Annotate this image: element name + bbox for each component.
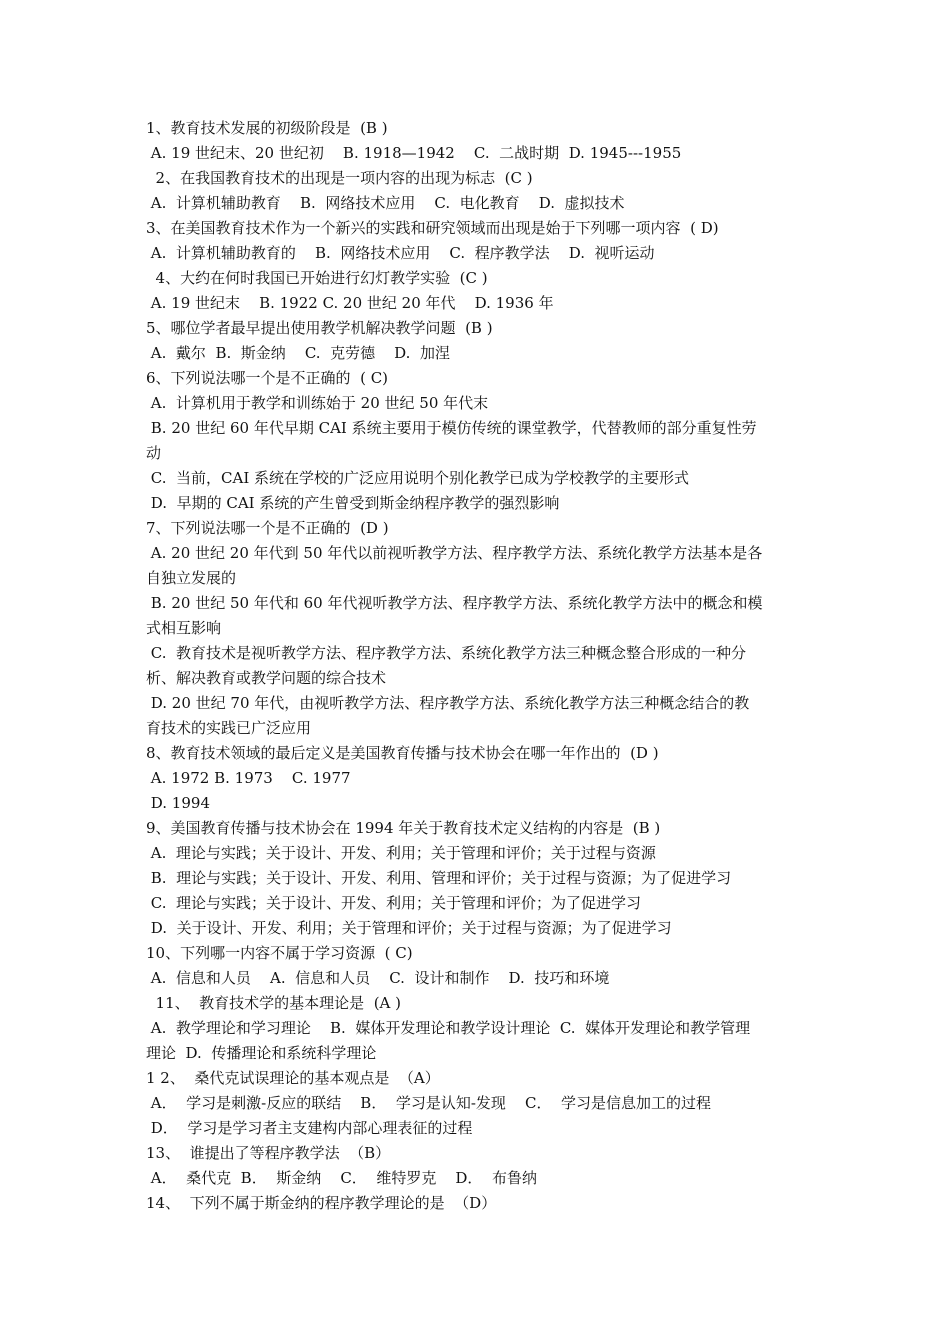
text-line: 5、哪位学者最早提出使用教学机解决教学问题 (B ) [146, 319, 493, 337]
text-line: 9、美国教育传播与技术协会在 1994 年关于教育技术定义结构的内容是 (B ) [146, 819, 661, 837]
text-line: C. 当前，CAI 系统在学校的广泛应用说明个别化教学已成为学校教学的主要形式 [146, 469, 690, 487]
text-line: 式相互影响 [146, 619, 222, 637]
text-line: 1、教育技术发展的初级阶段是 (B ) [146, 119, 388, 137]
text-line: A. 计算机辅助教育 B. 网络技术应用 C. 电化教育 D. 虚拟技术 [146, 194, 625, 212]
text-line: A. 戴尔 B. 斯金纳 C. 克劳德 D. 加涅 [146, 344, 450, 362]
text-line: A. 20 世纪 20 年代到 50 年代以前视听教学方法、程序教学方法、系统化教学方法基本是各 [146, 544, 763, 562]
text-line: 1 2、 桑代克试误理论的基本观点是 （A） [146, 1069, 440, 1087]
text-line: 8、教育技术领域的最后定义是美国教育传播与技术协会在哪一年作出的 (D ) [146, 744, 659, 762]
text-line: B. 20 世纪 60 年代早期 CAI 系统主要用于模仿传统的课堂教学，代替教师的部分重复性劳 [146, 419, 757, 437]
text-line: 2、在我国教育技术的出现是一项内容的出现为标志 (C ) [146, 169, 533, 187]
text-line: A． 学习是刺激-反应的联结 B． 学习是认知-发现 C． 学习是信息加工的过程 [146, 1094, 712, 1112]
text-line: A. 计算机用于教学和训练始于 20 世纪 50 年代末 [146, 394, 489, 412]
text-line: A. 理论与实践；关于设计、开发、利用；关于管理和评价；关于过程与资源 [146, 844, 656, 862]
text-line: 11、 教育技术学的基本理论是 (A ) [146, 994, 402, 1012]
text-line: 析、解决教育或教学问题的综合技术 [146, 669, 387, 687]
text-line: D. 1994 [146, 794, 210, 812]
text-line: D. 早期的 CAI 系统的产生曾受到斯金纳程序教学的强烈影响 [146, 494, 560, 512]
text-line: A. 19 世纪末、20 世纪初 B. 1918—1942 C. 二战时期 D. 1945---1955 [146, 144, 682, 162]
text-line: 自独立发展的 [146, 569, 237, 587]
text-line: D． 学习是学习者主支建构内部心理表征的过程 [146, 1119, 473, 1137]
text-line: 13、 谁提出了等程序教学法 （B） [146, 1144, 391, 1162]
text-line: C. 教育技术是视听教学方法、程序教学方法、系统化教学方法三种概念整合形成的一种分 [146, 644, 747, 662]
text-line: 3、在美国教育技术作为一个新兴的实践和研究领域而出现是始于下列哪一项内容 ( D) [146, 219, 719, 237]
text-line: A. 19 世纪末 B. 1922 C. 20 世纪 20 年代 D. 1936 年 [146, 294, 554, 312]
text-line: A. 信息和人员 A. 信息和人员 C. 设计和制作 D. 技巧和环境 [146, 969, 610, 987]
text-line: 动 [146, 444, 162, 462]
text-line: D. 关于设计、开发、利用；关于管理和评价；关于过程与资源；为了促进学习 [146, 919, 672, 937]
text-line: 14、 下列不属于斯金纳的程序教学理论的是 （D） [146, 1194, 497, 1212]
text-line: B. 理论与实践；关于设计、开发、利用、管理和评价；关于过程与资源；为了促进学习 [146, 869, 732, 887]
text-line: 10、下列哪一内容不属于学习资源 ( C) [146, 944, 413, 962]
text-line: A. 1972 B. 1973 C. 1977 [146, 769, 351, 787]
text-line: 育技术的实践已广泛应用 [146, 719, 312, 737]
text-line: 7、下列说法哪一个是不正确的 (D ) [146, 519, 389, 537]
document-page [146, 116, 814, 1216]
text-line: 理论 D. 传播理论和系统科学理论 [146, 1044, 377, 1062]
text-line: B. 20 世纪 50 年代和 60 年代视听教学方法、程序教学方法、系统化教学方法中的概念和模 [146, 594, 763, 612]
text-line: A. 计算机辅助教育的 B. 网络技术应用 C. 程序教学法 D. 视听运动 [146, 244, 655, 262]
text-line: A. 教学理论和学习理论 B. 媒体开发理论和教学设计理论 C. 媒体开发理论和教学管理 [146, 1019, 751, 1037]
text-line: C. 理论与实践；关于设计、开发、利用；关于管理和评价；为了促进学习 [146, 894, 642, 912]
text-line: A． 桑代克 B． 斯金纳 C． 维特罗克 D． 布鲁纳 [146, 1169, 537, 1187]
text-line: 4、大约在何时我国已开始进行幻灯教学实验 (C ) [146, 269, 488, 287]
text-line: 6、下列说法哪一个是不正确的 ( C) [146, 369, 389, 387]
text-line: D. 20 世纪 70 年代，由视听教学方法、程序教学方法、系统化教学方法三种概念结合的教 [146, 694, 750, 712]
